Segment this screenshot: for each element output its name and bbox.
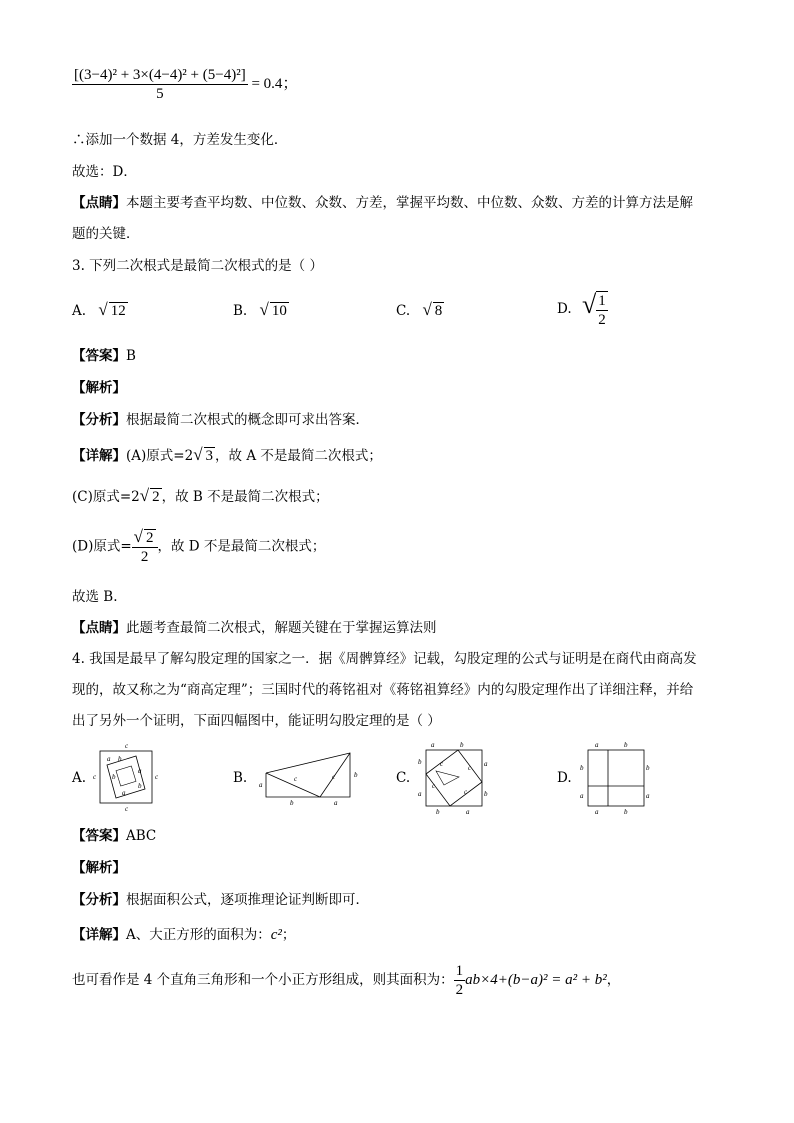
- q3-fenxi: [72, 410, 369, 430]
- fig-c-label-a-top: a: [431, 741, 435, 749]
- q4-detail-end: ；: [281, 927, 296, 943]
- formula-end: ；: [282, 75, 298, 92]
- formula-variance: [72, 66, 297, 103]
- answer-tag: 【答案】: [72, 348, 126, 364]
- q4-area-frac-den: 2: [455, 982, 464, 998]
- fig-b-label-a-left: a: [259, 781, 263, 789]
- detail-d-den: 2: [140, 549, 149, 565]
- q3-option-d-letter: D.: [557, 301, 572, 317]
- formula-fraction: [72, 66, 248, 103]
- q4-analysis-tag: 【解析】: [72, 860, 126, 876]
- fig-a-label-c-right: c: [155, 773, 159, 781]
- q3-detail-d: (D)原式= $\frac{√ 2}{2}$ ，故 D 不是最简二次根式；: [72, 527, 326, 565]
- line-note: [72, 193, 693, 213]
- fig-c-label-b-right: b: [484, 790, 488, 798]
- detail-a-post: ，故 A 不是最简二次根式；: [215, 448, 382, 464]
- fig-c-label-a-right: a: [484, 760, 488, 768]
- fig-d-label-b-top: b: [624, 741, 628, 749]
- fig-d-label-b-bottom: b: [624, 808, 628, 816]
- formula-result: = 0.4: [251, 75, 283, 92]
- q3-analysis-tag: 【解析】: [72, 380, 126, 396]
- q4-area-text: 也可看作是 4 个直角三角形和一个小正方形组成，则其面积为：: [72, 972, 454, 988]
- fig-d-label-a-right: a: [646, 792, 650, 800]
- formula-denominator: 5: [156, 86, 164, 102]
- fig-b-label-b-right: b: [354, 771, 358, 779]
- fig-c-label-c3: c: [432, 782, 436, 790]
- q3-detail-a: 【详解】(A)原式=2√ 3 ，故 A 不是最简二次根式；: [72, 445, 382, 464]
- q3-note-tag: 【点睛】: [72, 620, 126, 636]
- detail-a-radicand: 3: [205, 448, 214, 464]
- q3-option-d: D. √ $\frac{1}{2}$: [557, 290, 606, 328]
- q3-option-b-radicand: 10: [271, 303, 287, 319]
- fig-c-label-c4: c: [464, 788, 468, 796]
- q3-option-a: A. √ 12: [72, 300, 126, 319]
- fenxi-tag: 【分析】: [72, 412, 126, 428]
- detail-a-pre: (A)原式=2: [126, 448, 194, 464]
- fig-c-label-c1: c: [440, 760, 444, 768]
- q3-stem: 3. 下列二次根式是最简二次根式的是（ ）: [72, 258, 323, 274]
- fig-b-label-c1: c: [294, 775, 298, 783]
- q3-detail-c: (C)原式=2√ 2 ，故 B 不是最简二次根式；: [72, 486, 329, 505]
- q4-fenxi-tag: 【分析】: [72, 892, 126, 908]
- note-tag: 【点睛】: [72, 195, 126, 211]
- q4-detail: [72, 925, 295, 945]
- q3-option-c-radicand: 8: [434, 303, 443, 319]
- detail-d-num: 2: [146, 530, 154, 546]
- q3-answer: [72, 346, 136, 366]
- line-choose-d: 故选：D．: [72, 164, 137, 180]
- fig-a-label-b1: b: [118, 755, 122, 763]
- q3-option-b: B. √ 10: [233, 300, 287, 319]
- q4-answer: [72, 826, 156, 846]
- q3-choose: 故选 B.: [72, 589, 118, 605]
- q3-fenxi-text: 根据最简二次根式的概念即可求出答案．: [126, 412, 369, 428]
- fig-d-label-b-left: b: [580, 764, 584, 772]
- q4-answer-tag: 【答案】: [72, 828, 126, 844]
- q3-option-c-letter: C.: [396, 303, 411, 319]
- q4-area-frac-num: 1: [455, 963, 464, 979]
- fig-a-label-a3: a: [122, 789, 126, 797]
- detail-tag: 【详解】: [72, 448, 126, 464]
- q4-figure-d: [578, 738, 652, 818]
- fig-c-label-b-left: b: [418, 758, 422, 766]
- fig-d-label-a-bottom: a: [595, 808, 599, 816]
- fig-a-label-c-bottom: c: [125, 805, 129, 813]
- q4-fenxi-text: 根据面积公式，逐项推理论证判断即可．: [126, 892, 369, 908]
- fig-c-label-c2: c: [468, 764, 472, 772]
- q3-option-d-den: 2: [598, 311, 606, 328]
- formula-numerator: [(3−4)² + 3×(4−4)² + (5−4)²]: [74, 67, 246, 83]
- q4-figure-b: [254, 743, 360, 807]
- q3-option-a-letter: A.: [72, 303, 87, 319]
- q4-area-end: ，: [606, 972, 621, 988]
- fig-c-label-a-bottom: a: [466, 808, 470, 816]
- fig-a-label-b3: b: [138, 782, 142, 790]
- fig-c-label-b-bottom: b: [436, 808, 440, 816]
- line-note-cont: 题的关键．: [72, 226, 140, 242]
- fig-c-label-a-left: a: [418, 790, 422, 798]
- fig-b-label-b-bottom: b: [290, 799, 294, 807]
- q3-option-a-radicand: 12: [110, 303, 126, 319]
- q3-option-c: C. √ 8: [396, 300, 443, 319]
- q4-fenxi: [72, 890, 369, 910]
- line-conclusion: ∴添加一个数据 4，方差发生变化．: [72, 132, 288, 148]
- q4-stem-line2: 现的，故又称之为“商高定理”；三国时代的蒋铭祖对《蒋铭祖算经》内的勾股定理作出了详细注释，并给: [72, 682, 694, 698]
- fig-a-label-c-top: c: [125, 743, 129, 750]
- q4-option-b-letter: B.: [233, 770, 248, 786]
- q3-option-d-num: 1: [598, 292, 606, 309]
- fig-a-label-a1: a: [107, 755, 111, 763]
- q3-option-b-letter: B.: [233, 303, 248, 319]
- q4-option-a-letter: A.: [72, 770, 87, 786]
- fig-a-label-b2: b: [112, 773, 116, 781]
- detail-d-post: ，故 D 不是最简二次根式；: [157, 538, 326, 555]
- q4-area-line: [72, 962, 620, 999]
- detail-c-radicand: 2: [152, 489, 160, 505]
- q4-detail-tag: 【详解】: [72, 927, 126, 943]
- q4-option-c-letter: C.: [396, 770, 411, 786]
- q4-option-d-letter: D.: [557, 770, 572, 786]
- detail-c-pre: (C)原式=2: [72, 489, 140, 505]
- q4-figure-a: [92, 743, 160, 813]
- fig-a-label-c-left: c: [93, 773, 97, 781]
- fig-d-label-a-left: a: [580, 792, 584, 800]
- q4-detail-text: A、大正方形的面积为：: [126, 927, 271, 943]
- q4-stem-line1: 4. 我国是最早了解勾股定理的国家之一．据《周髀算经》记载，勾股定理的公式与证明是在商代由商高发: [72, 651, 697, 667]
- q4-area-expr: ab×4+(b−a)² = a² + b²: [465, 972, 607, 988]
- q4-answer-value: ABC: [126, 828, 157, 844]
- q3-note-text: 此题考查最简二次根式，解题关键在于掌握运算法则: [126, 620, 437, 636]
- q3-answer-value: B: [126, 348, 136, 364]
- fig-b-label-a-bottom: a: [334, 799, 338, 807]
- detail-d-pre: (D)原式=: [72, 538, 132, 555]
- q4-stem-line3: 出了另外一个证明，下面四幅图中，能证明勾股定理的是（ ）: [72, 713, 441, 729]
- fig-c-label-b-top: b: [460, 741, 464, 749]
- fig-a-label-a2: a: [138, 767, 142, 775]
- note-text: 本题主要考查平均数、中位数、众数、方差，掌握平均数、中位数、众数、方差的计算方法是解: [126, 195, 693, 211]
- q4-figure-c: [416, 738, 490, 818]
- detail-c-post: ，故 B 不是最简二次根式；: [161, 489, 329, 505]
- fig-b-label-c2: c: [332, 773, 336, 781]
- q3-note: [72, 618, 437, 638]
- q4-detail-expr: c²: [270, 927, 282, 943]
- fig-d-label-a-top: a: [595, 741, 599, 749]
- fig-d-label-b-right: b: [646, 764, 650, 772]
